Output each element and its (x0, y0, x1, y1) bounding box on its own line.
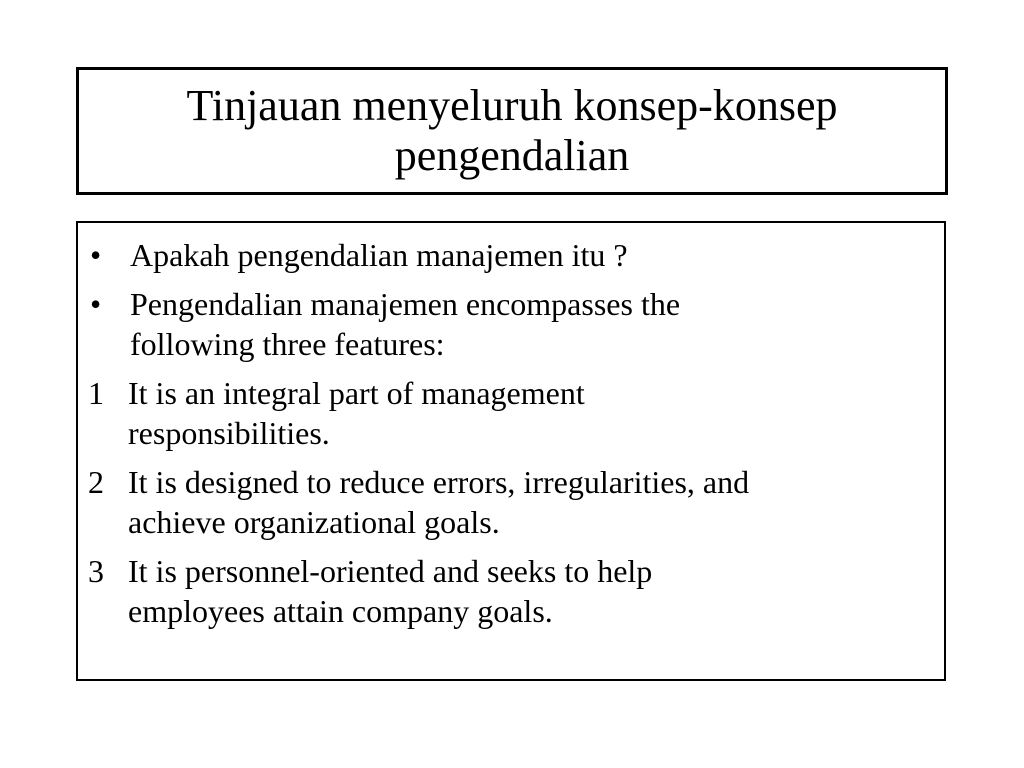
bullet-item-1 (88, 235, 934, 275)
numbered-text (128, 373, 585, 453)
bullet-marker: • (90, 286, 102, 322)
numbered-text-line: employees attain company goals. (128, 593, 553, 629)
bullet-text-line: Pengendalian manajemen encompasses the (130, 286, 681, 322)
numbered-text-line: It is designed to reduce errors, irregularities, and (128, 464, 750, 500)
numbered-text (128, 551, 652, 631)
number-marker: 3 (88, 553, 104, 589)
numbered-text-line: It is personnel-oriented and seeks to help (128, 553, 653, 589)
bullet-item-2 (88, 284, 934, 364)
numbered-item-3 (88, 551, 934, 631)
bullet-text-line: following three features: (130, 326, 445, 362)
bullet-text-line: Apakah pengendalian manajemen itu ? (130, 237, 628, 273)
number-marker: 1 (88, 375, 104, 411)
numbered-text (128, 462, 749, 542)
slide-title-line-2: pengendalian (394, 131, 630, 180)
slide-body-box (76, 221, 946, 681)
slide-title-line-1: Tinjauan menyeluruh konsep-konsep (186, 81, 838, 130)
bullet-marker: • (90, 237, 102, 273)
numbered-item-2 (88, 462, 934, 542)
numbered-text-line: responsibilities. (128, 415, 330, 451)
bullet-text (130, 235, 628, 275)
numbered-text-line: It is an integral part of management (128, 375, 585, 411)
numbered-text-line: achieve organizational goals. (128, 504, 500, 540)
slide-title-box (76, 67, 948, 195)
numbered-item-1 (88, 373, 934, 453)
number-marker: 2 (88, 464, 104, 500)
bullet-text (130, 284, 680, 364)
